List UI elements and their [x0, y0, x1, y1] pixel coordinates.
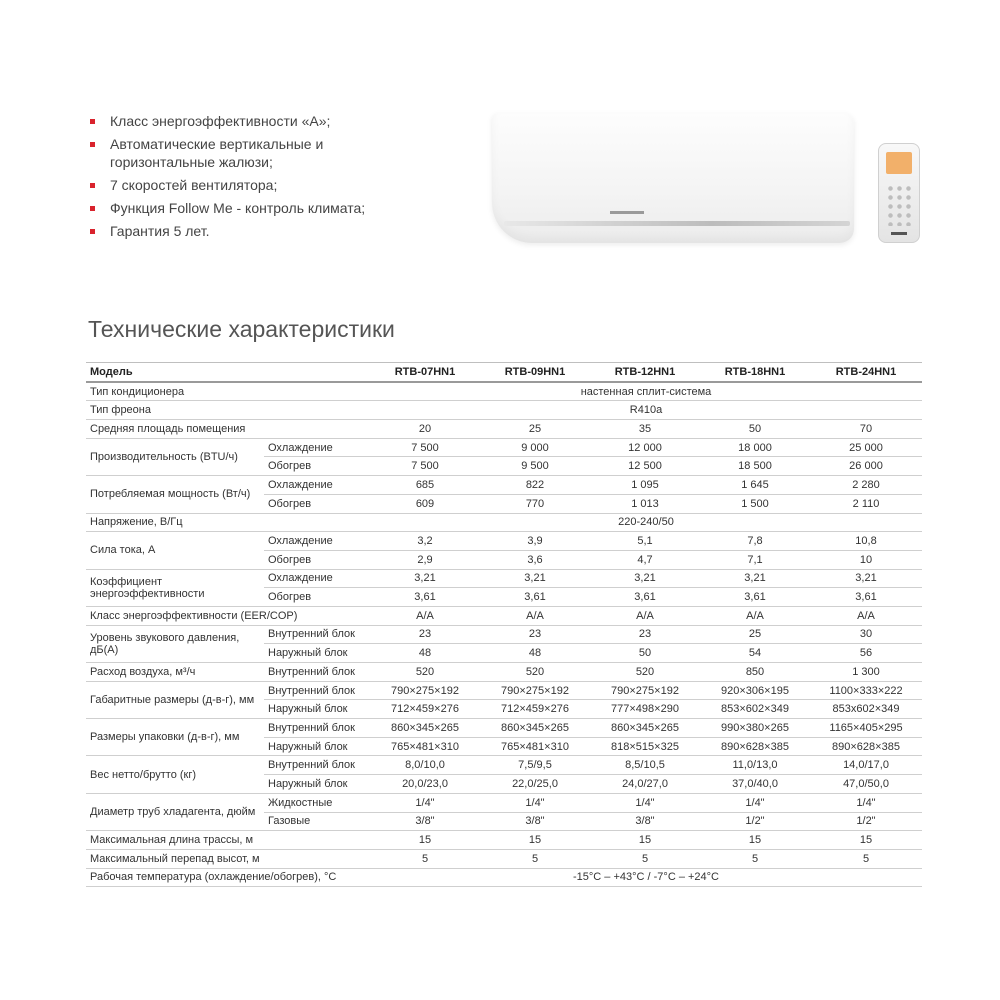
- square-bullet-icon: [90, 229, 95, 234]
- sub-label: Обогрев: [264, 494, 370, 513]
- brand-logo: [610, 211, 644, 214]
- cell-value: 15: [370, 831, 480, 850]
- table-row: [86, 513, 922, 532]
- cell-value: A/A: [480, 606, 590, 625]
- cell-value: 5: [810, 849, 922, 868]
- cell-value: 25: [480, 420, 590, 439]
- cell-value: 23: [480, 625, 590, 644]
- cell-value: 25 000: [810, 438, 922, 457]
- table-row: [86, 625, 922, 644]
- cell-value: 765×481×310: [480, 737, 590, 756]
- cell-value: 23: [370, 625, 480, 644]
- cell-value: 22,0/25,0: [480, 775, 590, 794]
- cell-value: 20: [370, 420, 480, 439]
- param-label: Потребляемая мощность (Вт/ч): [86, 476, 264, 513]
- cell-value: 3,61: [480, 588, 590, 607]
- cell-value: 3,2: [370, 532, 480, 551]
- cell-value: 712×459×276: [370, 700, 480, 719]
- feature-item: Класс энергоэффективности «А»;: [88, 112, 388, 130]
- model-name: RTB-07HN1: [370, 363, 480, 382]
- remote-brand-mark: [891, 232, 907, 235]
- cell-value: 1 645: [700, 476, 810, 495]
- cell-value: 18 500: [700, 457, 810, 476]
- cell-value: 790×275×192: [370, 681, 480, 700]
- cell-value: 853x602×349: [810, 700, 922, 719]
- cell-value: 790×275×192: [590, 681, 700, 700]
- model-name: RTB-09HN1: [480, 363, 590, 382]
- cell-value: 70: [810, 420, 922, 439]
- param-label: Расход воздуха, м³/ч: [86, 663, 264, 682]
- table-row: [86, 793, 922, 812]
- cell-value: 48: [480, 644, 590, 663]
- cell-value: 520: [480, 663, 590, 682]
- cell-value: 4,7: [590, 550, 700, 569]
- cell-value: 24,0/27,0: [590, 775, 700, 794]
- cell-value: 770: [480, 494, 590, 513]
- param-label: Сила тока, А: [86, 532, 264, 569]
- remote-buttons: [886, 184, 912, 226]
- feature-list: [88, 112, 388, 245]
- cell-value: 5: [370, 849, 480, 868]
- cell-value: 56: [810, 644, 922, 663]
- cell-value: 712×459×276: [480, 700, 590, 719]
- cell-value: 15: [700, 831, 810, 850]
- cell-value: 7,1: [700, 550, 810, 569]
- spec-table: [86, 362, 922, 887]
- cell-value: 850: [700, 663, 810, 682]
- param-label: Коэффициент энергоэффективности: [86, 569, 264, 606]
- cell-value: 3/8": [480, 812, 590, 831]
- cell-value: 1165×405×295: [810, 719, 922, 738]
- sub-label: Жидкостные: [264, 793, 370, 812]
- table-row: [86, 438, 922, 457]
- cell-value: 12 000: [590, 438, 700, 457]
- cell-value: 790×275×192: [480, 681, 590, 700]
- indoor-unit-image: [492, 113, 854, 243]
- cell-value: 48: [370, 644, 480, 663]
- table-row: [86, 569, 922, 588]
- cell-value: 15: [810, 831, 922, 850]
- param-value: 220-240/50: [370, 513, 922, 532]
- param-label: Производительность (BTU/ч): [86, 438, 264, 475]
- param-label: Вес нетто/брутто (кг): [86, 756, 264, 793]
- louver-strip: [504, 221, 850, 226]
- param-value: настенная сплит-система: [370, 382, 922, 401]
- param-label: Напряжение, В/Гц: [86, 513, 370, 532]
- remote-screen: [886, 152, 912, 174]
- cell-value: 890×628×385: [810, 737, 922, 756]
- sub-label: Внутренний блок: [264, 681, 370, 700]
- model-name: RTB-18HN1: [700, 363, 810, 382]
- table-row: [86, 420, 922, 439]
- param-label: Средняя площадь помещения: [86, 420, 370, 439]
- cell-value: 5: [590, 849, 700, 868]
- table-row: [86, 401, 922, 420]
- param-label: Размеры упаковки (д-в-г), мм: [86, 719, 264, 756]
- cell-value: 1/2": [700, 812, 810, 831]
- cell-value: A/A: [590, 606, 700, 625]
- cell-value: 920×306×195: [700, 681, 810, 700]
- cell-value: 10,8: [810, 532, 922, 551]
- sub-label: Охлаждение: [264, 569, 370, 588]
- model-name: RTB-12HN1: [590, 363, 700, 382]
- cell-value: 50: [700, 420, 810, 439]
- table-row: [86, 476, 922, 495]
- sub-label: Наружный блок: [264, 775, 370, 794]
- sub-label: Внутренний блок: [264, 625, 370, 644]
- table-row: [86, 868, 922, 887]
- cell-value: 609: [370, 494, 480, 513]
- param-value: -15°С – +43°С / -7°С – +24°С: [370, 868, 922, 887]
- cell-value: 1/4": [370, 793, 480, 812]
- square-bullet-icon: [90, 119, 95, 124]
- cell-value: 12 500: [590, 457, 700, 476]
- sub-label: Наружный блок: [264, 737, 370, 756]
- cell-value: 8,5/10,5: [590, 756, 700, 775]
- cell-value: 11,0/13,0: [700, 756, 810, 775]
- param-label: Рабочая температура (охлаждение/обогрев), °С: [86, 868, 370, 887]
- param-label: Класс энергоэффективности (EER/COP): [86, 606, 370, 625]
- sub-label: Наружный блок: [264, 700, 370, 719]
- cell-value: 3/8": [370, 812, 480, 831]
- feature-item: 7 скоростей вентилятора;: [88, 176, 388, 194]
- cell-value: 1 013: [590, 494, 700, 513]
- cell-value: 520: [370, 663, 480, 682]
- cell-value: 37,0/40,0: [700, 775, 810, 794]
- cell-value: 47,0/50,0: [810, 775, 922, 794]
- cell-value: 3,9: [480, 532, 590, 551]
- cell-value: 765×481×310: [370, 737, 480, 756]
- cell-value: 5: [480, 849, 590, 868]
- cell-value: 853×602×349: [700, 700, 810, 719]
- product-image: [488, 103, 928, 253]
- cell-value: A/A: [370, 606, 480, 625]
- cell-value: 990×380×265: [700, 719, 810, 738]
- cell-value: 520: [590, 663, 700, 682]
- section-heading: Технические характеристики: [88, 316, 395, 342]
- cell-value: 7,5/9,5: [480, 756, 590, 775]
- model-name: RTB-24HN1: [810, 363, 922, 382]
- sub-label: Наружный блок: [264, 644, 370, 663]
- square-bullet-icon: [90, 142, 95, 147]
- cell-value: 25: [700, 625, 810, 644]
- cell-value: 890×628×385: [700, 737, 810, 756]
- cell-value: 20,0/23,0: [370, 775, 480, 794]
- feature-item: Функция Follow Me - контроль климата;: [88, 199, 388, 217]
- cell-value: 7 500: [370, 457, 480, 476]
- cell-value: 1/4": [590, 793, 700, 812]
- cell-value: 3,21: [590, 569, 700, 588]
- cell-value: 7 500: [370, 438, 480, 457]
- table-row: [86, 719, 922, 738]
- cell-value: 1/4": [810, 793, 922, 812]
- cell-value: 1/4": [700, 793, 810, 812]
- table-row: [86, 681, 922, 700]
- cell-value: 1 300: [810, 663, 922, 682]
- param-label: Тип фреона: [86, 401, 370, 420]
- sub-label: Внутренний блок: [264, 756, 370, 775]
- cell-value: 8,0/10,0: [370, 756, 480, 775]
- param-label: Максимальная длина трассы, м: [86, 831, 370, 850]
- sub-label: Охлаждение: [264, 532, 370, 551]
- cell-value: 18 000: [700, 438, 810, 457]
- table-row: [86, 831, 922, 850]
- cell-value: 3,61: [700, 588, 810, 607]
- cell-value: 50: [590, 644, 700, 663]
- square-bullet-icon: [90, 183, 95, 188]
- cell-value: 3/8": [590, 812, 700, 831]
- param-label: Габаритные размеры (д-в-г), мм: [86, 681, 264, 718]
- table-row: [86, 382, 922, 401]
- cell-value: 3,6: [480, 550, 590, 569]
- cell-value: 2,9: [370, 550, 480, 569]
- table-header-row: [86, 363, 922, 382]
- table-row: [86, 849, 922, 868]
- cell-value: 860×345×265: [480, 719, 590, 738]
- param-label: Уровень звукового давления, дБ(А): [86, 625, 264, 662]
- cell-value: 14,0/17,0: [810, 756, 922, 775]
- cell-value: 777×498×290: [590, 700, 700, 719]
- feature-item: Гарантия 5 лет.: [88, 222, 388, 240]
- cell-value: 685: [370, 476, 480, 495]
- cell-value: 3,61: [370, 588, 480, 607]
- cell-value: 2 280: [810, 476, 922, 495]
- param-label: Диаметр труб хладагента, дюйм: [86, 793, 264, 830]
- cell-value: 3,61: [810, 588, 922, 607]
- square-bullet-icon: [90, 206, 95, 211]
- cell-value: 3,21: [700, 569, 810, 588]
- table-row: [86, 606, 922, 625]
- cell-value: 1100×333×222: [810, 681, 922, 700]
- cell-value: 1/2": [810, 812, 922, 831]
- cell-value: 9 000: [480, 438, 590, 457]
- cell-value: 1 500: [700, 494, 810, 513]
- cell-value: 3,61: [590, 588, 700, 607]
- cell-value: 860×345×265: [370, 719, 480, 738]
- cell-value: A/A: [700, 606, 810, 625]
- cell-value: 23: [590, 625, 700, 644]
- table-row: [86, 663, 922, 682]
- cell-value: 818×515×325: [590, 737, 700, 756]
- cell-value: 860×345×265: [590, 719, 700, 738]
- sub-label: Охлаждение: [264, 476, 370, 495]
- sub-label: Охлаждение: [264, 438, 370, 457]
- param-label: Максимальный перепад высот, м: [86, 849, 370, 868]
- cell-value: 35: [590, 420, 700, 439]
- cell-value: 7,8: [700, 532, 810, 551]
- cell-value: 5,1: [590, 532, 700, 551]
- sub-label: Обогрев: [264, 588, 370, 607]
- cell-value: 3,21: [480, 569, 590, 588]
- cell-value: 30: [810, 625, 922, 644]
- model-label: Модель: [86, 363, 370, 382]
- param-label: Тип кондиционера: [86, 382, 370, 401]
- feature-item: Автоматические вертикальные и горизонтальные жалюзи;: [88, 135, 388, 171]
- sub-label: Внутренний блок: [264, 663, 370, 682]
- cell-value: 15: [590, 831, 700, 850]
- sub-label: Обогрев: [264, 550, 370, 569]
- remote-control-image: [878, 143, 920, 243]
- cell-value: A/A: [810, 606, 922, 625]
- cell-value: 1 095: [590, 476, 700, 495]
- param-value: R410a: [370, 401, 922, 420]
- cell-value: 1/4": [480, 793, 590, 812]
- sub-label: Внутренний блок: [264, 719, 370, 738]
- cell-value: 9 500: [480, 457, 590, 476]
- cell-value: 54: [700, 644, 810, 663]
- cell-value: 3,21: [810, 569, 922, 588]
- table-row: [86, 756, 922, 775]
- cell-value: 10: [810, 550, 922, 569]
- cell-value: 5: [700, 849, 810, 868]
- cell-value: 3,21: [370, 569, 480, 588]
- cell-value: 822: [480, 476, 590, 495]
- cell-value: 15: [480, 831, 590, 850]
- cell-value: 26 000: [810, 457, 922, 476]
- cell-value: 2 110: [810, 494, 922, 513]
- sub-label: Газовые: [264, 812, 370, 831]
- table-row: [86, 532, 922, 551]
- sub-label: Обогрев: [264, 457, 370, 476]
